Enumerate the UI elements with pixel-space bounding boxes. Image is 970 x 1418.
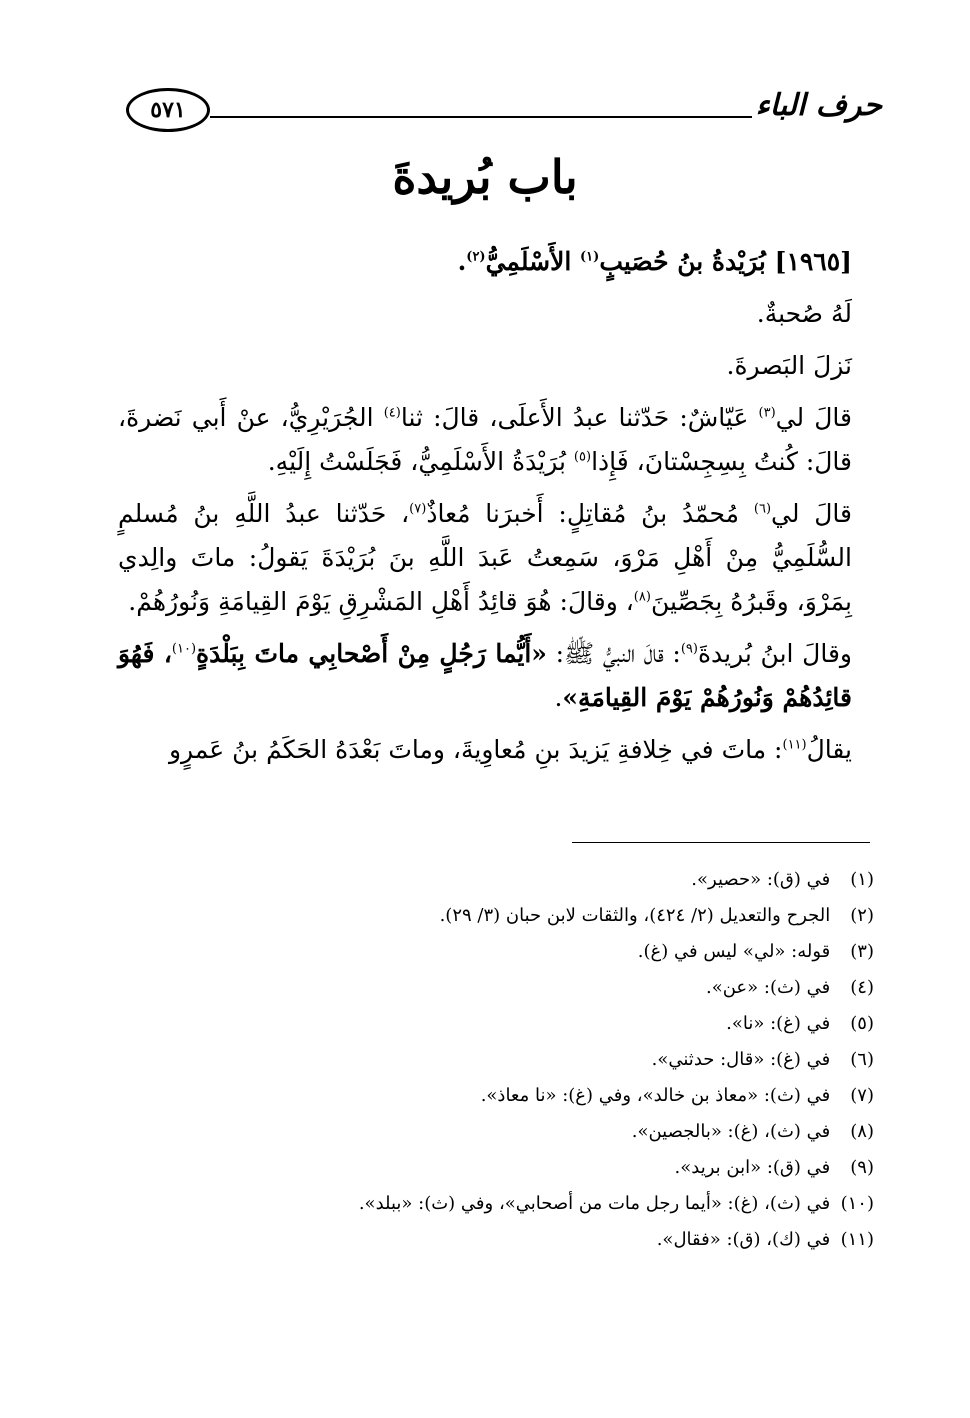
text-run: وقالَ ابنُ بُريدةَ	[697, 639, 852, 668]
footnote-text: في (ق): «حصير».	[691, 869, 831, 890]
footnote-ref: (٧)	[409, 501, 427, 517]
footnote-number: (٤)	[850, 977, 874, 998]
header-rule	[210, 116, 752, 118]
footnote-item	[120, 1078, 874, 1114]
footnote-item	[120, 1042, 874, 1078]
text-run: .	[554, 683, 563, 712]
main-text	[118, 240, 852, 780]
footnote-item	[120, 1186, 874, 1222]
text-run: : قالَ النبيُّ ﷺ:	[546, 639, 681, 668]
paragraph	[118, 396, 852, 484]
page-number: ٥٧١	[126, 88, 210, 132]
entry-heading	[118, 240, 852, 284]
text-run: عَيّاشٌ: حَدّثنا عبدُ الأَعلَى، قالَ: ثنا	[400, 403, 759, 432]
running-header	[118, 84, 882, 144]
footnote-ref: (٤)	[383, 405, 401, 421]
chapter-title: باب بُريدةَ	[392, 150, 578, 204]
paragraph: نَزلَ البَصرةَ.	[726, 351, 852, 380]
footnote-ref: (١٠)	[171, 641, 197, 657]
footnote-number: (٢)	[850, 905, 874, 926]
footnote-text: قوله: «لي» ليس في (غ).	[637, 941, 831, 962]
footnote-text: في (ث)، (غ): «أيما رجل مات من أصحابي»، وفي (ث): «ببلد».	[358, 1193, 831, 1214]
footnote-ref: (١١)	[782, 737, 807, 753]
footnote-item	[120, 1114, 874, 1150]
entry-name: بُرَيْدةُ بنُ حُصَيبٍ	[599, 247, 766, 276]
footnote-number: (٧)	[850, 1085, 874, 1106]
footnote-ref: (٦)	[753, 501, 772, 517]
text-run: بُرَيْدَةُ الأَسْلَمِيُّ، فَجَلَسْتُ إِلَيْهِ.	[267, 447, 574, 476]
footnote-text: في (ق): «ابن بريد».	[674, 1157, 831, 1178]
footnote-text: في (ك)، (ق): «فقال».	[656, 1229, 831, 1250]
footnote-number: (٣)	[850, 941, 874, 962]
header-title: حرف الباء	[755, 88, 882, 123]
footnote-text: في (غ): «نا».	[726, 1013, 831, 1034]
text-run: ، وقالَ: هُوَ قائِدُ أَهْلِ المَشْرِقِ يَوْمَ القِيامَةِ وَنُورُهُمْ.	[128, 587, 634, 616]
text-run: مُحمّدُ بنُ مُقاتِلٍ: أَخبرَنا مُعاذٌ	[426, 499, 754, 528]
entry-number: [١٩٦٥]	[774, 247, 852, 276]
footnote-number: (١)	[850, 869, 874, 890]
text-run: ، حَدّثنا عبدُ اللَّهِ بنُ مُسلمٍ السُّلَمِيُّ مِنْ أَهْلِ مَرْوَ، سَمِعتُ عَبدَ اللَّهِ بنَ بُرَيْدَةَ يَقولُ: ماتَ والِدي بِمَرْوَ، وقَبرُهُ بِجَصِّينَ	[118, 499, 852, 616]
footnote-item	[120, 1006, 874, 1042]
footnote-ref: (٥)	[573, 449, 592, 465]
entry-nisba: الأَسْلَمِيُّ	[485, 247, 572, 276]
footnote-text: في (ث): «عن».	[705, 977, 831, 998]
footnote-number: (١١)	[840, 1229, 874, 1250]
paragraph	[118, 492, 852, 624]
footnote-text: في (ث): «معاذ بن خالد»، وفي (غ): «نا معاذ».	[480, 1085, 831, 1106]
footnote-ref: (٩)	[680, 641, 698, 657]
footnote-number: (٥)	[850, 1013, 874, 1034]
footnote-item	[120, 970, 874, 1006]
text-run: يقالُ	[806, 735, 852, 764]
footnote-ref: (٢)	[466, 249, 486, 265]
footnote-item	[120, 934, 874, 970]
footnote-number: (١٠)	[840, 1193, 874, 1214]
footnote-text: في (غ): «قال: حدثني».	[651, 1049, 831, 1070]
paragraph	[118, 632, 852, 720]
footnote-number: (٦)	[850, 1049, 874, 1070]
text-run: قالَ لي	[771, 499, 852, 528]
footnote-item	[120, 898, 874, 934]
hadith-quote: «أَيُّما رَجُلٍ مِنْ أَصْحابِي ماتَ بِبَلْدَةٍ	[196, 639, 547, 668]
footnote-ref: (٣)	[758, 405, 776, 421]
footnote-item	[120, 1222, 874, 1258]
text-run: : ماتَ في خِلافةِ يَزيدَ بنِ مُعاوِيةَ، وماتَ بَعْدَهُ الحَكَمُ بنُ عَمرٍو	[168, 735, 783, 764]
text-run: قالَ لي	[775, 403, 852, 432]
entry-end: .	[457, 247, 467, 276]
paragraph	[118, 728, 852, 772]
paragraph: لَهُ صُحبةٌ.	[756, 299, 852, 328]
text-run: الجُرَيْرِيُّ، عنْ أَبي نَضرةَ، قالَ: كُنتُ بِسِجِسْتانَ، فَإِذا	[118, 403, 852, 476]
footnote-text: الجرح والتعديل (٢/ ٤٢٤)، والثقات لابن حبان (٣/ ٢٩).	[439, 905, 831, 926]
footnote-ref: (١)	[580, 249, 600, 265]
footnote-number: (٩)	[850, 1157, 874, 1178]
hadith-quote: ، فَهُوَ قائِدُهُمْ وَنُورُهُمْ يَوْمَ القِيامَةِ»	[118, 639, 852, 712]
footnote-item	[120, 862, 874, 898]
footnote-number: (٨)	[850, 1121, 874, 1142]
footnote-ref: (٨)	[633, 589, 651, 605]
footnote-item	[120, 1150, 874, 1186]
footnotes-list	[120, 862, 874, 1258]
footnote-text: في (ث)، (غ): «بالجصين».	[631, 1121, 831, 1142]
footnote-separator	[572, 842, 870, 843]
